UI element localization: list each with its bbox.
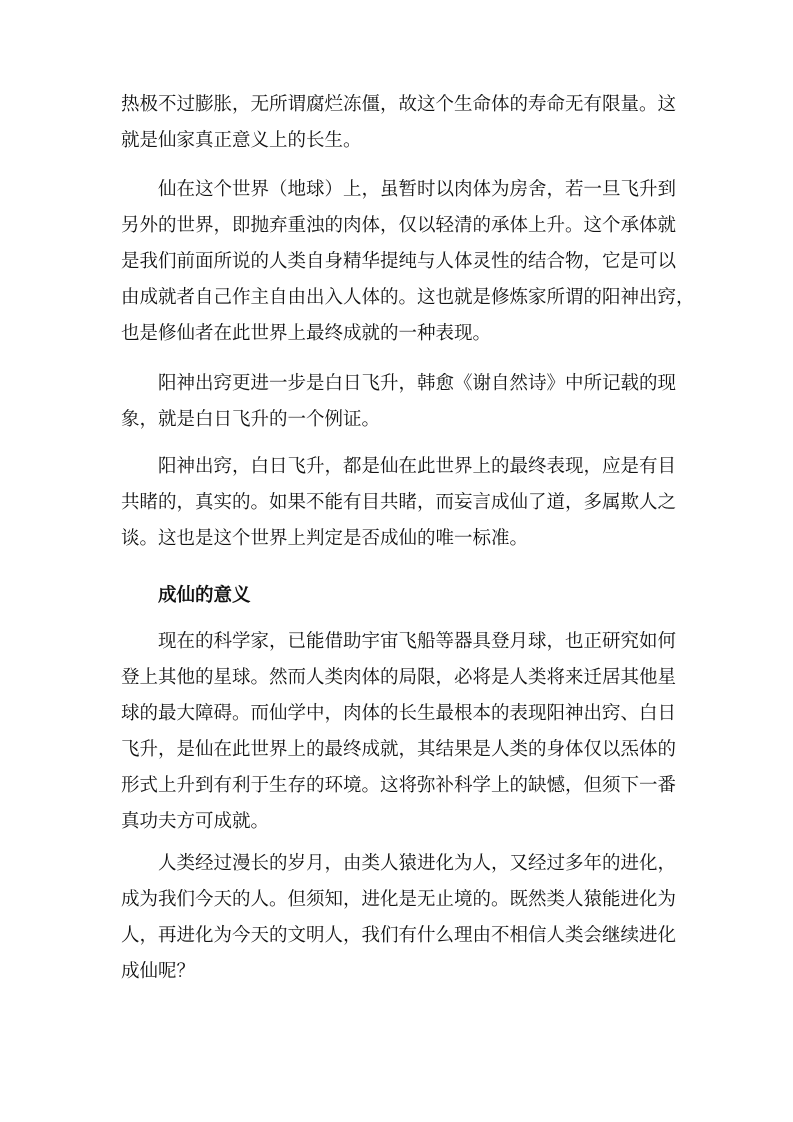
text-line: 成仙呢？ xyxy=(121,961,196,982)
text-line: 飞升，是仙在此世界上的最终成就，其结果是人类的身体仅以炁体的 xyxy=(121,739,677,760)
text-line: 人，再进化为今天的文明人，我们有什么理由不相信人类会继续进化 xyxy=(121,925,677,946)
text-line: 阳神出窍更进一步是白日飞升，韩愈《谢自然诗》中所记载的现 xyxy=(158,373,677,394)
text-line: 是我们前面所说的人类自身精华提纯与人体灵性的结合物，它是可以 xyxy=(121,251,677,272)
text-line: 谈。这也是这个世界上判定是否成仙的唯一标准。 xyxy=(121,528,529,549)
text-line: 也是修仙者在此世界上最终成就的一种表现。 xyxy=(121,323,492,344)
paragraph-3 xyxy=(121,366,681,438)
paragraph-2 xyxy=(121,172,695,352)
text-line: 成为我们今天的人。但须知，进化是无止境的。既然类人猿能进化为 xyxy=(121,889,677,910)
paragraph-5 xyxy=(121,624,681,840)
paragraph-4 xyxy=(121,449,681,557)
paragraph-1 xyxy=(121,87,681,159)
text-line: 现在的科学家，已能借助宇宙飞船等器具登月球，也正研究如何 xyxy=(158,631,677,652)
text-line: 热极不过膨胀，无所谓腐烂冻僵，故这个生命体的寿命无有限量。这 xyxy=(121,94,677,115)
section-heading: 成仙的意义 xyxy=(158,585,251,606)
text-line: 球的最大障碍。而仙学中，肉体的长生最根本的表现阳神出窍、白日 xyxy=(121,703,677,724)
text-line: 就是仙家真正意义上的长生。 xyxy=(121,130,362,151)
text-line: 仙在这个世界（地球）上，虽暂时以肉体为房舍，若一旦飞升到 xyxy=(158,179,677,200)
paragraph-6 xyxy=(121,846,681,990)
text-line: 登上其他的星球。然而人类肉体的局限，必将是人类将来迁居其他星 xyxy=(121,667,677,688)
text-line: 共睹的，真实的。如果不能有目共睹，而妄言成仙了道，多属欺人之 xyxy=(121,492,677,513)
text-line: 另外的世界，即抛弃重浊的肉体，仅以轻清的承体上升。这个承体就 xyxy=(121,215,677,236)
text-line: 真功夫方可成就。 xyxy=(121,811,270,832)
text-line: 象，就是白日飞升的一个例证。 xyxy=(121,409,381,430)
text-line: 人类经过漫长的岁月，由类人猿进化为人，又经过多年的进化， xyxy=(158,853,677,874)
text-line: 由成就者自己作主自由出入人体的。这也就是修炼家所谓的阳神出窍， xyxy=(121,287,695,308)
text-line: 形式上升到有利于生存的环境。这将弥补科学上的缺憾，但须下一番 xyxy=(121,775,677,796)
text-line: 阳神出窍，白日飞升，都是仙在此世界上的最终表现，应是有目 xyxy=(158,456,677,477)
